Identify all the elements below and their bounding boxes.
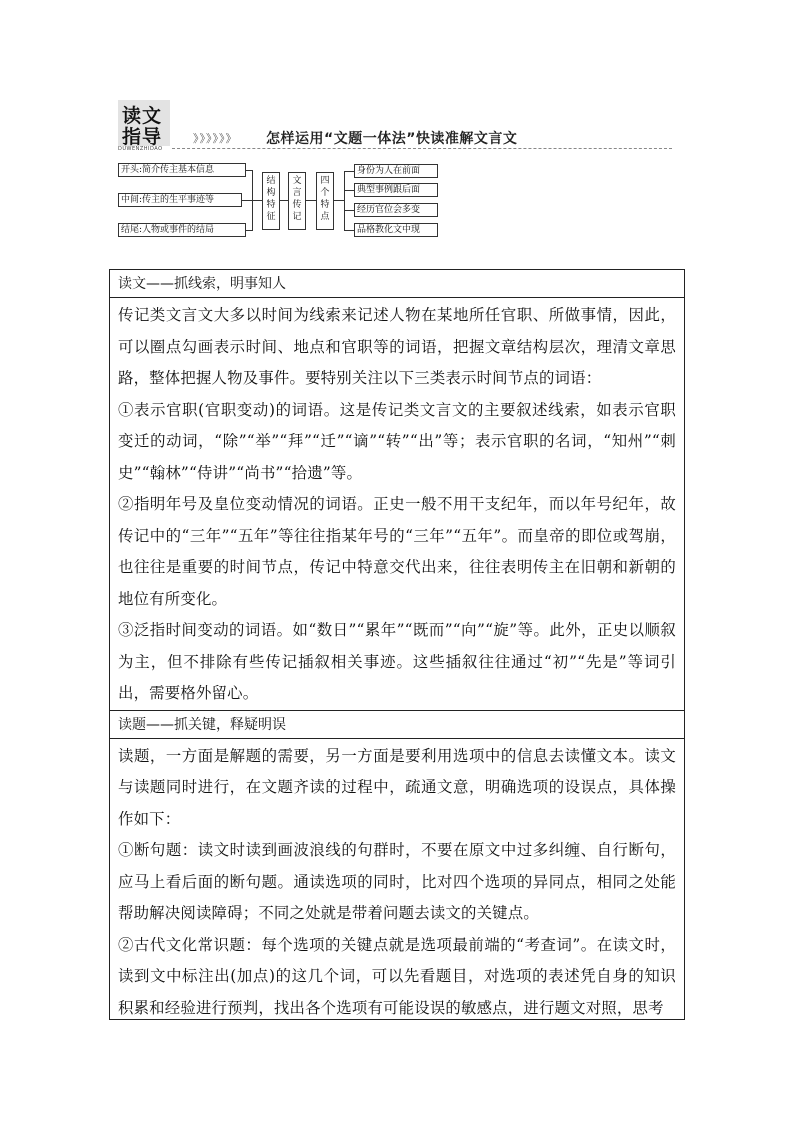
section-heading: 读题——抓关键，释疑明误 [110, 711, 684, 739]
paragraph: ①表示官职(官职变动)的词语。这是传记类文言文的主要叙述线索，如表示官职变迁的动词，“除”“举”“拜”“迁”“谪”“转”“出”等；表示官职的名词，“知州”“刺史”“翰林”“侍讲”“尚书”“拾遗”等。 [118, 400, 676, 482]
connector-line [344, 171, 345, 230]
header-logo [118, 100, 170, 146]
section-body [110, 298, 684, 711]
connector-line [344, 230, 354, 231]
diagram-center-text: 文言传记 [292, 176, 302, 222]
header-divider [172, 148, 672, 149]
diagram-right-item: 身份为人在前面 [354, 164, 438, 178]
connector-line [252, 200, 262, 201]
logo-line-1: 读文 [122, 105, 163, 127]
paragraph: ②指明年号及皇位变动情况的词语。正史一般不用干支纪年，而以年号纪年，故传记中的“三年”“五年”等往往指某年号的“三年”“五年”。而皇帝的即位或驾崩，也往往是重要的时间节点，传记中特意交代出来，往往表明传主在旧朝和新朝的地位有所变化。 [118, 495, 676, 608]
chevrons-decoration: 》》》》》》 [193, 132, 238, 145]
diagram-left-item: 中间:传主的生平事迹等 [118, 193, 242, 207]
connector-line [344, 190, 354, 191]
diagram-left-item: 开头:简介传主基本信息 [118, 163, 246, 177]
diagram-left-item: 结尾:人物或事件的结局 [118, 223, 246, 237]
connector-line [242, 200, 252, 201]
connector-line [334, 200, 344, 201]
logo-subtitle: DUWENZHIDAO [118, 146, 163, 152]
paragraph: ①断句题：读文时读到画波浪线的句群时，不要在原文中过多纠缠、自行断句，应马上看后面的断句题。通读选项的同时，比对四个选项的异同点，相同之处能帮助解决阅读障碍；不同之处就是带着问题去读文的关键点。 [118, 841, 676, 922]
connector-line [344, 210, 354, 211]
paragraph: 传记类文言文大多以时间为线索来记述人物在某地所任官职、所做事情，因此，可以圈点勾画表示时间、地点和官职等的词语，把握文章结构层次，理清文章思路，整体把握人物及事件。要特别关注以下三类表示时间节点的词语： [118, 306, 676, 387]
logo-line-2: 指导 [122, 126, 163, 148]
page-title: 怎样运用“文题一体法”快读准解文言文 [266, 131, 518, 147]
paragraph: ②古代文化常识题：每个选项的关键点就是选项最前端的“考查词”。在读文时，读到文中标注出(加点)的这几个词，可以先看题目，对选项的表述凭自身的知识积累和经验进行预判，找出各个选项有可能设误的敏感点，进行题文对照，思考 [118, 935, 676, 1017]
diagram-center-text: 四个特点 [320, 176, 330, 222]
diagram-right-item: 经历官位会多变 [354, 203, 438, 217]
section-heading: 读文——抓线索，明事知人 [110, 270, 684, 298]
diagram-right-item: 典型事例跟后面 [354, 183, 438, 197]
content-table [109, 269, 685, 1020]
connector-line [306, 200, 316, 201]
diagram-right-item: 品格教化文中现 [354, 223, 438, 237]
paragraph: ③泛指时间变动的词语。如“数日”“累年”“既而”“向”“旋”等。此外，正史以顺叙为主，但不排除有些传记插叙相关事迹。这些插叙往往通过“初”“先是”等词引出，需要格外留心。 [118, 621, 676, 702]
connector-line [344, 171, 354, 172]
diagram-center-box [288, 172, 306, 230]
diagram-center-text: 结构特征 [266, 176, 276, 222]
diagram-center-box [262, 172, 280, 230]
diagram-center-box [316, 172, 334, 230]
paragraph: 读题，一方面是解题的需要，另一方面是要利用选项中的信息去读懂文本。读文与读题同时进行，在文题齐读的过程中，疏通文意，明确选项的设误点，具体操作如下： [118, 746, 676, 828]
section-body [110, 739, 684, 1021]
connector-line [280, 200, 288, 201]
